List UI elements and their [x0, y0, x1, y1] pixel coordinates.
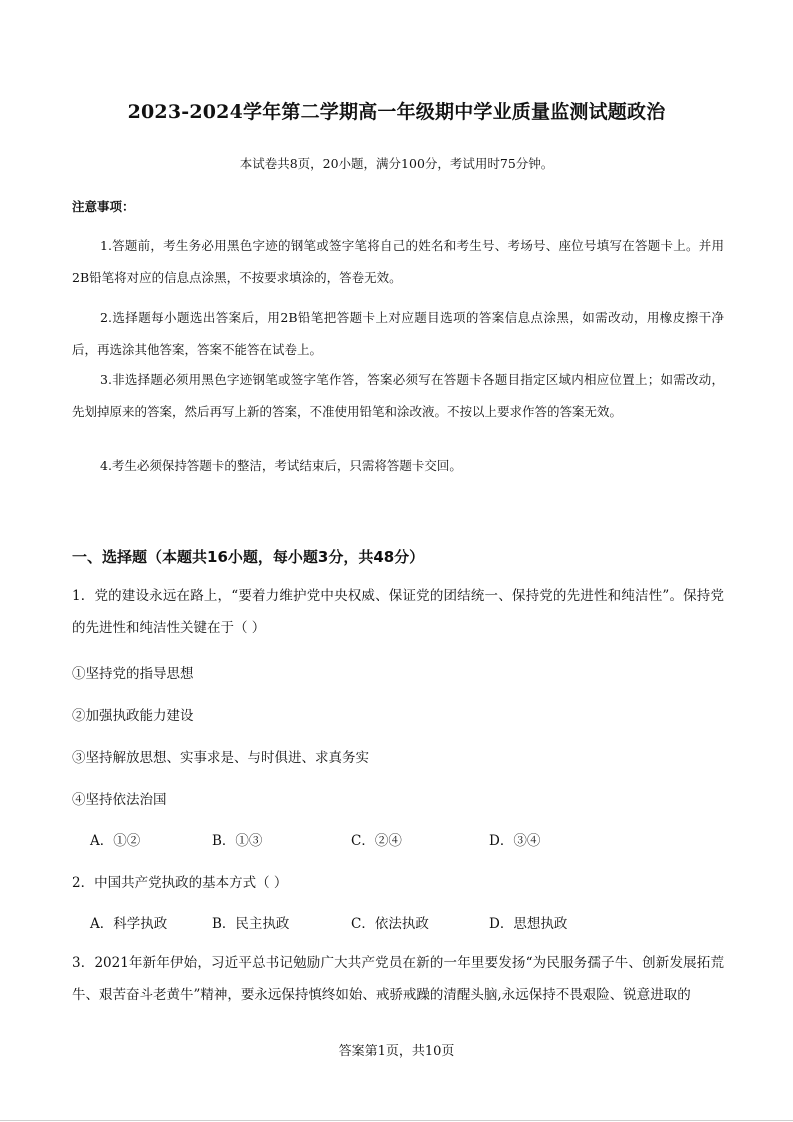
notice-item-1: 1.答题前，考生务必用黑色字迹的钢笔或签字笔将自己的姓名和考生号、考场号、座位号填写在答题卡上。并用2B铅笔将对应的信息点涂黑，不按要求填涂的，答卷无效。: [72, 238, 724, 285]
q1-statement-4: ④坚持依法治国: [72, 792, 167, 808]
q2-options: [90, 912, 567, 932]
q1-statement-3: ③坚持解放思想、实事求是、与时俱进、求真务实: [72, 750, 369, 766]
section-heading: 一、选择题（本题共16小题，每小题3分，共48分）: [72, 548, 425, 566]
page-title: 2023-2024学年第二学期高一年级期中学业质量监测试题政治: [127, 101, 666, 123]
q1-option-b: B．①③: [212, 833, 263, 849]
bottom-divider: [0, 1120, 793, 1121]
question-2-stem: 2．中国共产党执政的基本方式（ ）: [72, 875, 288, 891]
q2-option-d: D．思想执政: [489, 916, 568, 932]
exam-info: 本试卷共8页，20小题，满分100分，考试用时75分钟。: [239, 156, 554, 171]
q1-statement-1: ①坚持党的指导思想: [72, 666, 194, 682]
page-footer: 答案第1页，共10页: [338, 1044, 455, 1059]
notice-heading: 注意事项：: [72, 199, 135, 214]
q1-option-a: A．①②: [90, 833, 141, 849]
question-1-stem: 1．党的建设永远在路上，“要着力维护党中央权威、保证党的团结统一、保持党的先进性和纯洁性”。保持党的先进性和纯洁性关键在于（ ）: [72, 588, 724, 636]
q2-option-c: C．依法执政: [351, 916, 429, 932]
q1-statement-2: ②加强执政能力建设: [72, 708, 194, 724]
question-3-stem: 3．2021年新年伊始，习近平总书记勉励广大共产党员在新的一年里要发扬“为民服务孺子牛、创新发展拓荒牛、艰苦奋斗老黄牛”精神，要永远保持慎终如始、戒骄戒躁的清醒头脑,永远保持不畏艰险、锐意进取的: [72, 955, 724, 1003]
q1-option-d: D．③④: [489, 833, 541, 849]
notice-item-4: 4.考生必须保持答题卡的整洁，考试结束后，只需将答题卡交回。: [100, 458, 462, 473]
q1-option-c: C．②④: [351, 833, 402, 849]
notice-item-3: 3.非选择题必须用黑色字迹钢笔或签字笔作答，答案必须写在答题卡各题目指定区域内相应位置上；如需改动，先划掉原来的答案，然后再写上新的答案，不准使用铅笔和涂改液。不按以上要求作答的答案无效。: [72, 372, 724, 419]
q1-options: [90, 829, 540, 849]
notice-item-2: 2.选择题每小题选出答案后，用2B铅笔把答题卡上对应题目选项的答案信息点涂黑，如需改动，用橡皮擦干净后，再选涂其他答案，答案不能答在试卷上。: [72, 310, 724, 357]
q2-option-a: A．科学执政: [90, 916, 168, 932]
q2-option-b: B．民主执政: [212, 916, 290, 932]
